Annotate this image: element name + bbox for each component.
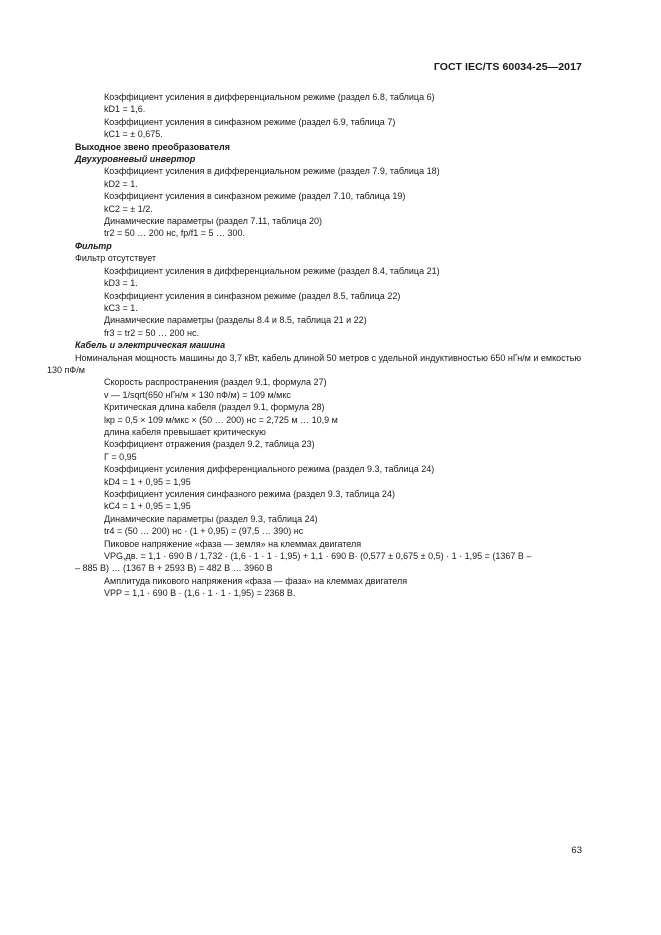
text-line: Пиковое напряжение «фаза — земля» на клеммах двигателя: [104, 538, 362, 549]
text-line: Г = 0,95: [104, 451, 137, 462]
text-line: kD2 = 1.: [104, 178, 138, 189]
text-line: lкр = 0,5 × 109 м/мкс × (50 … 200) нс = 2,725 м … 10,9 м: [104, 414, 338, 425]
text-line: Коэффициент усиления в дифференциальном режиме (раздел 6.8, таблица 6): [104, 92, 435, 102]
text-line: Фильтр: [75, 240, 112, 251]
text-line: v — 1/sqrt(650 нГн/м × 130 пФ/м) = 109 м/мкс: [104, 389, 291, 400]
text-line: Кабель и электрическая машина: [75, 340, 226, 351]
text-line: – 885 В) … (1367 В + 2593 В) = 482 В … 3960 В: [75, 563, 273, 574]
text-line: kD4 = 1 + 0,95 = 1,95: [104, 476, 191, 487]
text-line: Динамические параметры (раздел 7.11, таблица 20): [104, 216, 322, 227]
text-line: kC3 = 1.: [104, 302, 138, 313]
text-line: Коэффициент отражения (раздел 9.2, таблица 23): [104, 439, 315, 450]
text-line: kC1 = ± 0,675.: [104, 129, 163, 140]
text-line: tr4 = (50 … 200) нс · (1 + 0,95) = (97,5 … 390) нс: [104, 526, 304, 537]
text-line: Коэффициент усиления синфазного режима (раздел 9.3, таблица 24): [104, 489, 395, 499]
text-line: Выходное звено преобразователя: [75, 141, 230, 152]
text-line: Номинальная мощность машины до 3,7 кВт, кабель длиной 50 метров с удельной индуктивностью 650 нГн/м и емкостью 130 пФ/м: [47, 352, 582, 375]
text-line: Динамические параметры (разделы 8.4 и 8.5, таблица 21 и 22): [104, 315, 367, 326]
text-line: tr2 = 50 … 200 нс, fp/f1 = 5 … 300.: [104, 228, 246, 239]
text-line: Двухуровневый инвертор: [75, 154, 196, 165]
document-body: [47, 91, 587, 600]
text-line: Коэффициент усиления в синфазном режиме (раздел 7.10, таблица 19): [104, 191, 406, 202]
text-line: fr3 = tr2 = 50 … 200 нс.: [104, 327, 200, 338]
text-line: Коэффициент усиления в синфазном режиме (раздел 6.9, таблица 7): [104, 116, 396, 127]
text-line: Скорость распространения (раздел 9.1, формула 27): [104, 377, 327, 388]
text-line: VPP = 1,1 · 690 В · (1,6 · 1 · 1 · 1,95) = 2368 В.: [104, 588, 296, 599]
text-line: Коэффициент усиления в синфазном режиме (раздел 8.5, таблица 22): [104, 290, 401, 301]
text-line: Динамические параметры (раздел 9.3, таблица 24): [104, 513, 318, 524]
page-number: 63: [571, 845, 582, 856]
text-line: Коэффициент усиления в дифференциальном режиме (раздел 8.4, таблица 21): [104, 265, 440, 276]
text-line: kD1 = 1,6.: [104, 104, 146, 115]
text-line: kC4 = 1 + 0,95 = 1,95: [104, 501, 191, 512]
text-line: Коэффициент усиления дифференциального режима (раздел 9.3, таблица 24): [104, 464, 435, 475]
text-line: kC2 = ± 1/2.: [104, 203, 153, 214]
text-line: VPG,дв. = 1,1 · 690 В / 1,732 · (1,6 · 1 · 1 · 1,95) + 1,1 · 690 В· (0,577 ± 0,675 ± 0,5) · 1 · 1,95 = (1367 В –: [104, 551, 532, 562]
text-line: Амплитуда пикового напряжения «фаза — фаза» на клеммах двигателя: [104, 575, 408, 586]
document-header: ГОСТ IEC/TS 60034-25—2017: [433, 61, 582, 73]
text-line: Критическая длина кабеля (раздел 9.1, формула 28): [104, 402, 325, 413]
text-line: Фильтр отсутствует: [75, 253, 157, 264]
text-line: kD3 = 1.: [104, 278, 138, 289]
text-line: Коэффициент усиления в дифференциальном режиме (раздел 7.9, таблица 18): [104, 166, 440, 177]
text-line: длина кабеля превышает критическую: [104, 426, 266, 437]
